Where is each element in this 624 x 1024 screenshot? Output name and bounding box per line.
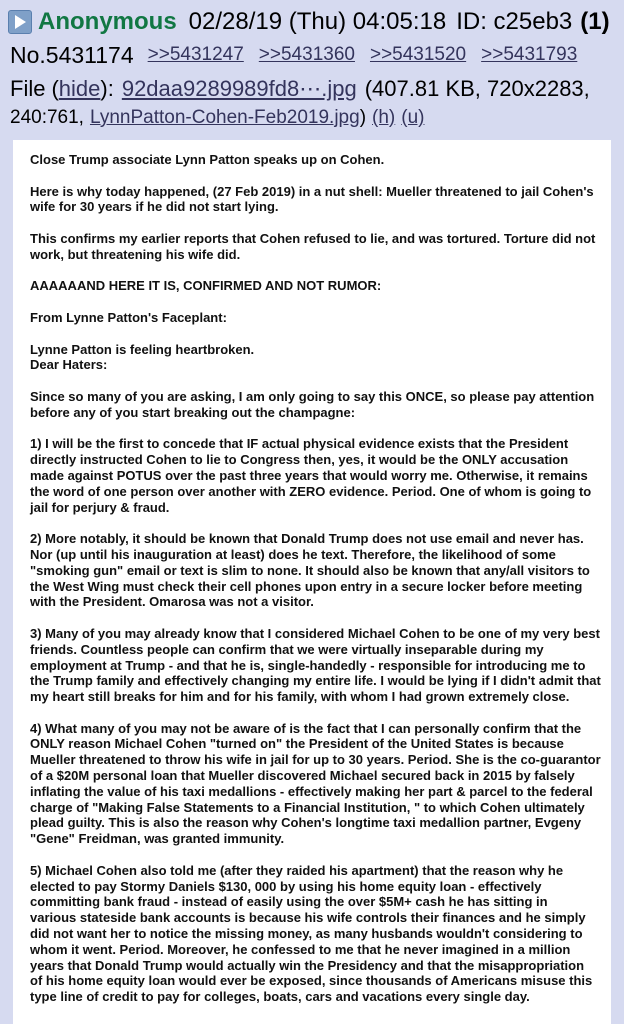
image-text-line: "smoking gun" email or text is slim to none. It should also be known that any/all visitors to: [30, 562, 590, 578]
u-link[interactable]: (u): [401, 107, 425, 128]
image-text-line: with the President. Omarosa was not a visitor.: [30, 594, 314, 610]
poster-name: Anonymous: [38, 8, 177, 35]
image-text-line: "Gene" Freidman, was granted immunity.: [30, 831, 285, 847]
image-text-line: my heart still breaks for him and for his family, with whom I had grown extremely close.: [30, 689, 570, 705]
image-text-line: plead guilty. This is also the reason why Cohen's longtime taxi medallion partner, Evgeny: [30, 815, 582, 831]
image-text-line: Dear Haters:: [30, 357, 108, 373]
hide-open-paren: (: [51, 76, 59, 101]
image-text-line: various stateside bank accounts is because his wife controls their finances and he simply: [30, 910, 586, 926]
image-paragraph: [30, 721, 610, 847]
image-text-line: Mueller threatened to throw his wife in jail for up to 30 years. Period. She is the co-guarantor: [30, 752, 601, 768]
image-paragraph: [30, 152, 610, 168]
image-text-line: 2) More notably, it should be known that Donald Trump does not use email and never has.: [30, 531, 584, 547]
hide-file-link[interactable]: hide: [58, 76, 101, 101]
image-text-line: Since so many of you are asking, I am only going to say this ONCE, so please pay attention: [30, 388, 595, 404]
poster-post-count: (1): [580, 8, 610, 35]
backlink[interactable]: >>5431360: [258, 44, 355, 65]
poster-id[interactable]: ID: c25eb3: [456, 8, 573, 35]
image-text-line: Nor (up until his inauguration at least) does he text. Therefore, the likelihood of some: [30, 546, 556, 562]
image-text-line: From Lynne Patton's Faceplant:: [30, 309, 227, 325]
image-paragraph: [30, 389, 610, 421]
image-text-line: inflating the value of his taxi medallions - effectively making her part & parcel to the federal: [30, 783, 593, 799]
image-text-line: the word of one person over another with ZERO evidence. Period. One of whom is going to: [30, 483, 592, 499]
image-text-line: wife for 30 years if he did not start lying.: [30, 199, 279, 215]
image-text-line: whom it went. Period. Moreover, he confessed to me that he never imagined in a million: [30, 941, 571, 957]
backlink[interactable]: >>5431247: [147, 44, 244, 65]
image-text-line: directly instructed Cohen to lie to Congress then, yes, it would be the ONLY accusation: [30, 452, 569, 468]
file-label: File: [10, 76, 46, 101]
image-paragraph: [30, 342, 610, 374]
image-text-line: AAAAAAND HERE IT IS, CONFIRMED AND NOT RUMOR:: [30, 278, 382, 294]
image-text-line: ONLY reason Michael Cohen "turned on" the President of the United States is because: [30, 736, 564, 752]
image-text-line: This confirms my earlier reports that Cohen refused to lie, and was tortured. Torture did not: [30, 230, 596, 246]
file-close-paren: ): [359, 107, 367, 128]
post-image[interactable]: [13, 140, 611, 1024]
image-text-line: of his home equity loan would ever be exposed, since thousands of Americans misuse this: [30, 973, 593, 989]
post-header: [0, 0, 624, 140]
image-text-block: [30, 152, 610, 1021]
image-text-line: type line of credit to pay for colleges, boats, cars and vacations every single day.: [30, 989, 530, 1005]
image-paragraph: [30, 626, 610, 705]
backlink[interactable]: >>5431520: [369, 44, 467, 65]
image-paragraph: [30, 184, 610, 216]
hide-close-paren: ):: [100, 76, 114, 101]
file-info-line: [10, 74, 590, 104]
backlink[interactable]: >>5431793: [481, 44, 578, 65]
post-info-line: [8, 6, 610, 38]
file-info-line-2: [10, 104, 424, 132]
image-text-line: elected to pay Stormy Daniels $130, 000 by using his home equity loan - effectively: [30, 878, 542, 894]
image-text-line: 4) What many of you may not be aware of is the fact that I can personally confirm that the: [30, 720, 582, 736]
image-text-line: the Trump family and effectively changing my entire life. I would be lying if I didn't admit that: [30, 673, 601, 689]
image-text-line: friends. Countless people can confirm that we were virtually inseparable during my: [30, 641, 544, 657]
image-paragraph: [30, 278, 610, 294]
post-number-line: [10, 40, 592, 70]
file-name-link[interactable]: 92daa9289989fd8⋯.jpg: [121, 76, 357, 101]
file-info: (407.81 KB, 720x2283,: [364, 76, 590, 101]
image-text-line: before any of you start breaking out the champagne:: [30, 404, 356, 420]
image-text-line: of a $20M personal loan that Mueller discovered Michael secured back in 2015 by falsely: [30, 768, 575, 784]
image-paragraph: [30, 231, 610, 263]
image-text-line: years that Donald Trump would actually win the Presidency and that the misappropriation: [30, 957, 585, 973]
post-datetime: 02/28/19 (Thu) 04:05:18: [188, 8, 447, 35]
image-paragraph: [30, 310, 610, 326]
original-filename-link[interactable]: LynnPatton-Cohen-Feb2019.jpg: [89, 107, 360, 128]
image-text-line: committing bank fraud - instead of easily using the over $5M+ cash he has sitting in: [30, 894, 548, 910]
image-paragraph: [30, 531, 610, 610]
image-text-line: 3) Many of you may already know that I considered Michael Cohen to be one of my very best: [30, 625, 600, 641]
image-text-line: did not want her to notice the missing money, as many husbands wouldn't considering to: [30, 926, 583, 942]
image-text-line: the West Wing must check their cell phones upon entry in a secure locker before meeting: [30, 578, 583, 594]
post-number[interactable]: No.5431174: [10, 41, 134, 68]
image-text-line: employment at Trump - and that he is, single-handedly - responsible for introducing me to: [30, 657, 586, 673]
image-text-line: made against POTUS over the past three years that would worry me. Otherwise, it remains: [30, 467, 588, 483]
image-text-line: Lynne Patton is feeling heartbroken.: [30, 341, 255, 357]
image-paragraph: [30, 863, 610, 1005]
thumb-dimensions: 240:761,: [10, 107, 84, 128]
image-text-line: 5) Michael Cohen also told me (after they raided his apartment) that the reason why he: [30, 862, 564, 878]
image-text-line: Close Trump associate Lynn Patton speaks up on Cohen.: [30, 152, 385, 167]
play-triangle-icon[interactable]: [8, 10, 32, 34]
image-text-line: jail for perjury & fraud.: [30, 499, 170, 515]
image-text-line: Here is why today happened, (27 Feb 2019) in a nut shell: Mueller threatened to jail Cohen's: [30, 183, 594, 199]
image-text-line: work, but threatening his wife did.: [30, 246, 241, 262]
image-paragraph: [30, 436, 610, 515]
h-link[interactable]: (h): [372, 107, 396, 128]
image-text-line: charge of "Making False Statements to a Financial Institution, " to which Cohen ultimately: [30, 799, 585, 815]
image-text-line: 1) I will be the first to concede that IF actual physical evidence exists that the President: [30, 436, 569, 452]
